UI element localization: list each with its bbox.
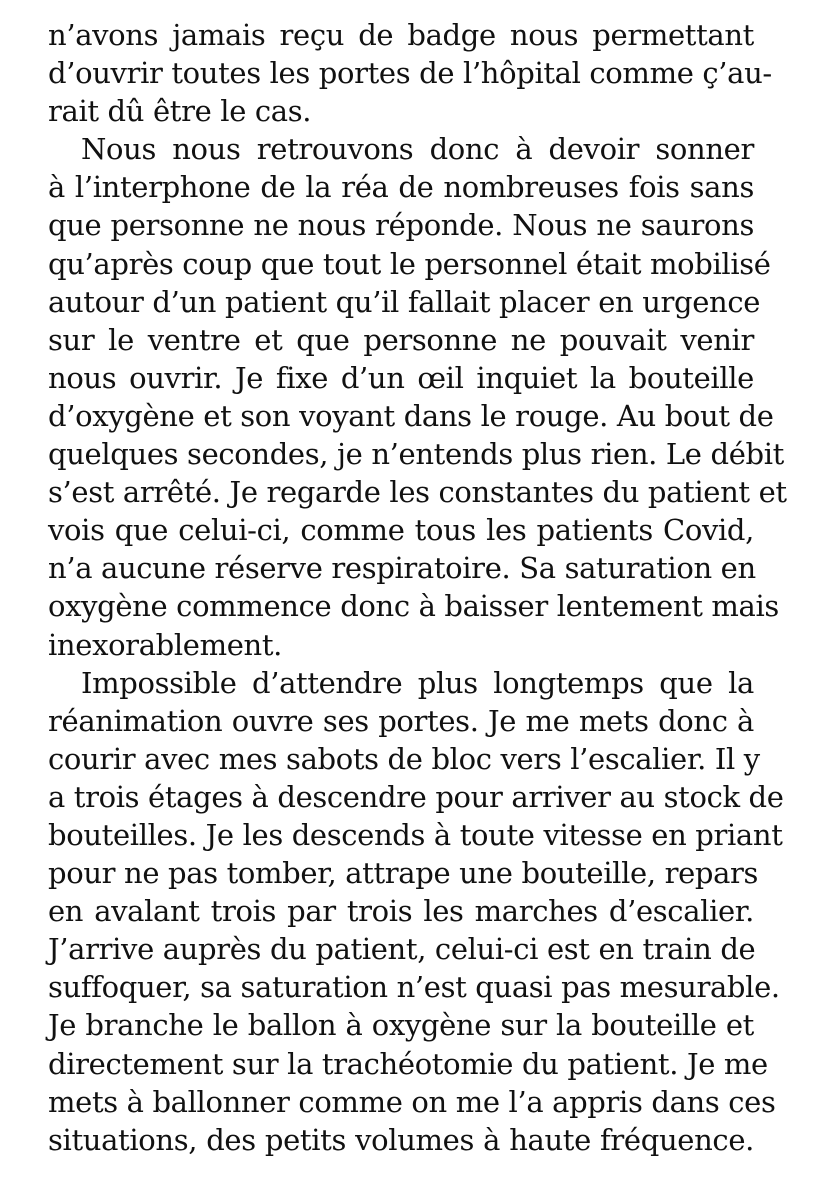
text-line: situations, des petits volumes à haute fréquence. — [48, 1122, 754, 1157]
text-line: Nous nous retrouvons donc à devoir sonner — [81, 132, 754, 167]
text-line: oxygène commence donc à baisser lentement mais — [48, 589, 779, 624]
text-line: d’oxygène et son voyant dans le rouge. Au bout de — [48, 398, 774, 433]
text-line: nous ouvrir. Je fixe d’un œil inquiet la bouteille — [48, 360, 754, 395]
text-line: directement sur la trachéotomie du patient. Je me — [48, 1046, 768, 1081]
text-line: en avalant trois par trois les marches d’escalier. — [48, 894, 754, 929]
paragraph-3 — [48, 664, 784, 1159]
text-line: rait dû être le cas. — [48, 94, 312, 129]
text-line: mets à ballonner comme on me l’a appris dans ces — [48, 1084, 776, 1119]
book-page-text — [48, 16, 787, 1159]
text-line: suffoquer, sa saturation n’est quasi pas mesurable. — [48, 970, 780, 1005]
text-line: vois que celui-ci, comme tous les patients Covid, — [48, 513, 754, 548]
text-line: réanimation ouvre ses portes. Je me mets donc à — [48, 703, 754, 738]
text-line: que personne ne nous réponde. Nous ne saurons — [48, 208, 754, 243]
text-line: quelques secondes, je n’entends plus rien. Le débit — [48, 437, 784, 472]
text-line: qu’après coup que tout le personnel était mobilisé — [48, 246, 771, 281]
text-line: n’avons jamais reçu de badge nous permettant — [48, 18, 754, 52]
text-line: pour ne pas tomber, attrape une bouteille, repars — [48, 856, 759, 891]
text-line: a trois étages à descendre pour arriver au stock de — [48, 779, 784, 814]
text-line: courir avec mes sabots de bloc vers l’escalier. Il y — [48, 741, 760, 776]
paragraph-1 — [48, 16, 772, 130]
text-line: à l’interphone de la réa de nombreuses fois sans — [48, 170, 754, 205]
text-line: bouteilles. Je les descends à toute vitesse en priant — [48, 817, 783, 852]
paragraph-2 — [48, 130, 787, 663]
text-line: autour d’un patient qu’il fallait placer en urgence — [48, 284, 761, 319]
text-line: Impossible d’attendre plus longtemps que la — [81, 665, 754, 700]
text-line: Je branche le ballon à oxygène sur la bouteille et — [48, 1008, 754, 1043]
text-line: J’arrive auprès du patient, celui-ci est en train de — [48, 932, 756, 967]
text-line: inexorablement. — [48, 627, 283, 662]
text-line: sur le ventre et que personne ne pouvait venir — [48, 322, 754, 357]
text-line: d’ouvrir toutes les portes de l’hôpital comme ç’au- — [48, 56, 772, 91]
text-line: s’est arrêté. Je regarde les constantes du patient et — [48, 475, 787, 510]
text-line: n’a aucune réserve respiratoire. Sa saturation en — [48, 551, 756, 586]
